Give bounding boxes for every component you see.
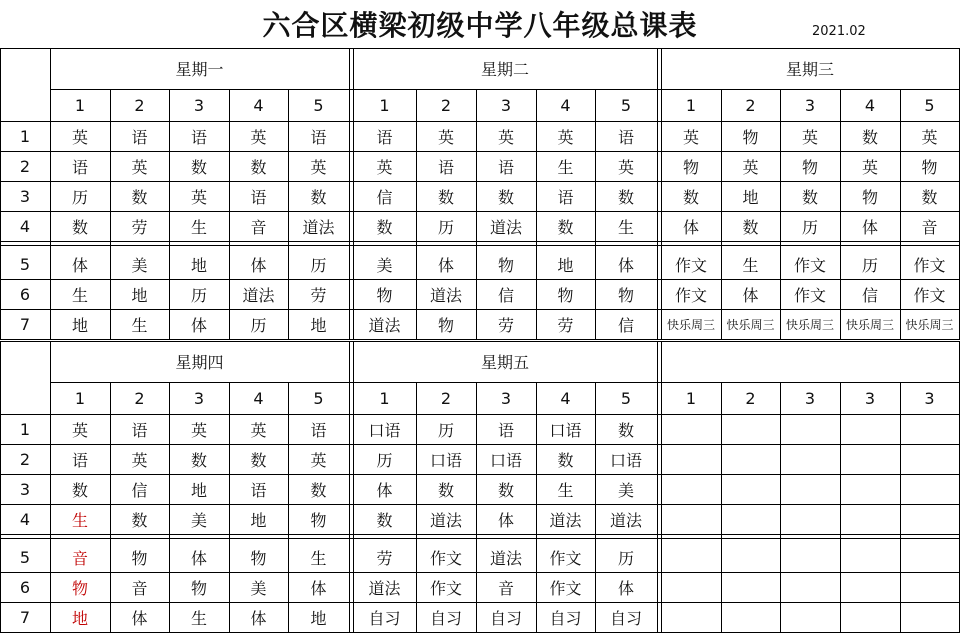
table-cell: 信 (497, 285, 514, 305)
table-cell: 信 (861, 285, 878, 305)
period-header: 3 (193, 388, 205, 408)
period-header: 4 (560, 95, 571, 115)
table-cell: 口语 (609, 450, 642, 470)
table-cell: 语 (376, 127, 393, 147)
table-cell: 体 (310, 578, 327, 598)
table-cell (780, 572, 840, 602)
day-header (661, 341, 959, 382)
period-header: 3 (500, 95, 512, 115)
table-cell: 英 (682, 127, 699, 147)
table-cell: 口语 (489, 450, 522, 470)
table-cell: 生 (71, 285, 88, 305)
table-cell: 数 (557, 217, 574, 237)
table-cell: 英 (557, 127, 574, 147)
table-cell: 物 (376, 285, 393, 305)
day-header: 星期三 (785, 60, 834, 79)
table-cell: 数 (437, 187, 454, 207)
table-cell: 作文 (793, 255, 826, 275)
period-header: 4 (253, 95, 264, 115)
table-cell: 数 (617, 420, 634, 440)
table-cell (661, 602, 721, 632)
table-cell: 历 (250, 315, 267, 335)
table-cell: 劳 (557, 315, 574, 335)
table-cell: 物 (682, 157, 699, 177)
table-cell: 道法 (429, 510, 462, 530)
table-cell: 体 (131, 608, 148, 628)
table-cell: 语 (310, 420, 327, 440)
period-header: 2 (134, 95, 145, 115)
row-label: 2 (19, 156, 31, 176)
table-cell: 道法 (368, 578, 401, 598)
table-cell: 数 (437, 480, 454, 500)
table-cell: 历 (437, 420, 454, 440)
table-cell: 地 (310, 608, 327, 628)
table-cell: 生 (71, 510, 88, 530)
table-cell (661, 542, 721, 572)
table-cell (900, 414, 959, 444)
table-cell: 体 (190, 315, 207, 335)
day-header: 星期一 (175, 60, 224, 79)
row-label: 2 (19, 449, 31, 469)
period-header: 4 (560, 388, 571, 408)
table-cell: 道法 (549, 510, 582, 530)
table-cell: 快乐周三 (785, 317, 834, 332)
table-cell: 物 (310, 510, 327, 530)
table-cell: 语 (71, 450, 88, 470)
table-cell: 口语 (368, 420, 401, 440)
table-cell: 英 (310, 157, 327, 177)
table-cell: 地 (190, 255, 207, 275)
table-cell (840, 572, 900, 602)
table-cell (840, 414, 900, 444)
table-cell: 英 (861, 157, 878, 177)
table-cell: 体 (682, 217, 699, 237)
table-cell: 快乐周三 (666, 317, 715, 332)
table-cell: 历 (861, 255, 878, 275)
table-cell (780, 542, 840, 572)
table-cell: 音 (250, 217, 267, 237)
table-cell: 道法 (609, 510, 642, 530)
table-cell: 美 (190, 510, 207, 530)
grid-line (0, 245, 960, 246)
table-cell (780, 504, 840, 534)
table-cell (721, 542, 780, 572)
table-cell: 体 (376, 480, 393, 500)
table-cell: 作文 (549, 548, 582, 568)
table-cell: 地 (71, 608, 88, 628)
table-cell (900, 602, 959, 632)
grid-line (0, 534, 960, 535)
table-cell: 体 (617, 578, 634, 598)
period-header: 5 (620, 95, 632, 115)
period-header: 5 (620, 388, 632, 408)
table-cell: 信 (131, 480, 148, 500)
table-cell (721, 572, 780, 602)
table-cell: 英 (617, 157, 634, 177)
table-cell: 历 (310, 255, 327, 275)
table-cell: 体 (250, 255, 267, 275)
table-cell: 口语 (549, 420, 582, 440)
table-cell: 地 (190, 480, 207, 500)
table-cell: 作文 (793, 285, 826, 305)
table-cell: 语 (617, 127, 634, 147)
table-cell: 数 (71, 480, 88, 500)
table-cell (721, 444, 780, 474)
table-cell: 生 (557, 480, 574, 500)
table-cell: 英 (250, 420, 267, 440)
table-cell: 自习 (368, 608, 401, 628)
period-header: 3 (864, 388, 876, 408)
table-cell: 体 (190, 548, 207, 568)
period-header: 3 (500, 388, 512, 408)
table-cell: 地 (131, 285, 148, 305)
table-cell: 音 (71, 548, 88, 568)
table-cell: 生 (557, 157, 574, 177)
grid-line (0, 538, 960, 539)
table-cell: 物 (437, 315, 454, 335)
period-header: 2 (440, 95, 452, 115)
table-cell: 数 (801, 187, 818, 207)
table-cell: 作文 (913, 285, 946, 305)
table-cell: 生 (310, 548, 327, 568)
table-cell: 作文 (674, 255, 707, 275)
table-cell: 英 (437, 127, 454, 147)
row-label: 6 (19, 284, 31, 304)
table-cell: 物 (742, 127, 759, 147)
table-cell: 历 (190, 285, 207, 305)
table-cell: 数 (497, 187, 514, 207)
page-title: 六合区横梁初级中学八年级总课表 (262, 9, 698, 42)
row-label: 7 (19, 314, 31, 334)
table-cell: 美 (250, 578, 267, 598)
table-cell: 英 (71, 127, 88, 147)
table-cell: 数 (310, 480, 327, 500)
row-label: 5 (19, 254, 31, 274)
row-label: 4 (19, 509, 31, 529)
table-cell: 语 (310, 127, 327, 147)
table-cell: 地 (742, 187, 759, 207)
table-cell (661, 414, 721, 444)
table-cell: 地 (250, 510, 267, 530)
table-cell: 数 (250, 450, 267, 470)
table-cell (840, 474, 900, 504)
table-cell: 美 (376, 255, 393, 275)
table-cell: 体 (71, 255, 88, 275)
table-cell: 生 (131, 315, 148, 335)
day-header: 星期二 (480, 60, 529, 79)
table-cell: 英 (71, 420, 88, 440)
table-cell: 物 (131, 548, 148, 568)
table-cell: 作文 (549, 578, 582, 598)
grid-line (0, 339, 960, 340)
table-cell: 英 (921, 127, 938, 147)
table-cell: 体 (437, 255, 454, 275)
period-header: 3 (804, 388, 816, 408)
table-cell (661, 444, 721, 474)
table-cell: 数 (376, 510, 393, 530)
table-cell (780, 602, 840, 632)
date-label: 2021.02 (812, 24, 866, 39)
table-cell: 作文 (913, 255, 946, 275)
table-cell: 体 (861, 217, 878, 237)
table-cell: 语 (131, 127, 148, 147)
table-cell: 物 (801, 157, 818, 177)
table-cell: 物 (71, 578, 88, 598)
period-header: 2 (440, 388, 452, 408)
table-cell: 数 (190, 450, 207, 470)
grid-line (657, 341, 658, 632)
period-header: 1 (379, 388, 390, 408)
table-cell: 数 (190, 157, 207, 177)
table-cell: 美 (131, 255, 148, 275)
period-header: 4 (864, 95, 876, 115)
table-cell: 口语 (429, 450, 462, 470)
table-cell: 体 (250, 608, 267, 628)
row-label: 5 (19, 547, 31, 567)
table-cell: 信 (376, 187, 393, 207)
table-cell: 物 (190, 578, 207, 598)
table-cell: 作文 (674, 285, 707, 305)
table-cell: 数 (376, 217, 393, 237)
table-cell: 自习 (609, 608, 642, 628)
table-cell: 英 (190, 187, 207, 207)
period-header: 2 (134, 388, 145, 408)
table-cell: 语 (437, 157, 454, 177)
table-cell: 生 (190, 608, 207, 628)
period-header: 5 (313, 95, 324, 115)
table-cell (780, 474, 840, 504)
table-cell: 英 (497, 127, 514, 147)
grid-line (0, 241, 960, 242)
table-cell: 体 (497, 510, 514, 530)
table-cell: 数 (617, 187, 634, 207)
period-header: 1 (379, 95, 390, 115)
table-cell (840, 444, 900, 474)
table-cell: 英 (131, 450, 148, 470)
table-cell: 生 (190, 217, 207, 237)
table-cell (780, 444, 840, 474)
period-header: 1 (74, 388, 86, 408)
table-cell: 数 (682, 187, 699, 207)
table-cell: 语 (250, 480, 267, 500)
table-cell: 美 (617, 480, 634, 500)
table-cell (900, 474, 959, 504)
table-cell: 道法 (302, 217, 335, 237)
table-cell: 数 (71, 217, 88, 237)
grid-line (657, 48, 658, 339)
table-cell: 劳 (310, 285, 327, 305)
table-cell: 道法 (429, 285, 462, 305)
table-cell (840, 542, 900, 572)
table-cell: 英 (250, 127, 267, 147)
table-cell: 自习 (429, 608, 462, 628)
table-cell: 语 (131, 420, 148, 440)
period-header: 5 (313, 388, 324, 408)
table-cell: 道法 (489, 217, 522, 237)
table-cell (900, 444, 959, 474)
table-cell: 语 (250, 187, 267, 207)
table-cell: 语 (190, 127, 207, 147)
table-cell: 数 (557, 450, 574, 470)
table-cell (780, 414, 840, 444)
period-header: 1 (685, 388, 697, 408)
table-cell: 物 (921, 157, 938, 177)
row-label: 6 (19, 577, 31, 597)
table-cell: 劳 (131, 217, 148, 237)
period-header: 1 (74, 95, 86, 115)
row-label: 4 (19, 216, 31, 236)
table-cell (840, 602, 900, 632)
table-cell (840, 504, 900, 534)
table-cell: 物 (250, 548, 267, 568)
table-cell: 道法 (489, 548, 522, 568)
table-cell: 语 (497, 420, 514, 440)
table-cell: 英 (190, 420, 207, 440)
table-cell: 快乐周三 (726, 317, 775, 332)
table-cell: 地 (71, 315, 88, 335)
period-header: 3 (804, 95, 816, 115)
table-cell: 数 (131, 187, 148, 207)
period-header: 3 (924, 388, 935, 408)
table-cell: 语 (557, 187, 574, 207)
table-cell: 地 (310, 315, 327, 335)
table-cell: 信 (617, 315, 634, 335)
table-cell: 生 (742, 255, 759, 275)
period-header: 3 (193, 95, 205, 115)
table-cell: 语 (497, 157, 514, 177)
row-label: 3 (19, 479, 31, 499)
table-cell (661, 504, 721, 534)
row-label: 1 (19, 419, 31, 439)
table-cell (900, 542, 959, 572)
table-cell: 道法 (242, 285, 275, 305)
table-cell: 数 (131, 510, 148, 530)
day-header: 星期五 (480, 353, 529, 372)
table-cell: 生 (617, 217, 634, 237)
table-cell (900, 504, 959, 534)
table-cell (661, 474, 721, 504)
table-cell: 劳 (497, 315, 514, 335)
day-header: 星期四 (175, 353, 224, 372)
table-cell (721, 504, 780, 534)
table-cell: 英 (801, 127, 818, 147)
table-cell: 物 (497, 255, 514, 275)
table-cell: 体 (617, 255, 634, 275)
table-cell: 物 (557, 285, 574, 305)
table-cell: 地 (557, 255, 574, 275)
table-cell: 数 (497, 480, 514, 500)
period-header: 2 (745, 388, 756, 408)
row-label: 3 (19, 186, 31, 206)
table-cell: 数 (861, 127, 878, 147)
table-cell: 快乐周三 (845, 317, 894, 332)
grid-line (0, 632, 960, 633)
grid-line (349, 48, 350, 339)
table-cell: 体 (742, 285, 759, 305)
row-label: 7 (19, 607, 31, 627)
table-cell: 自习 (549, 608, 582, 628)
table-cell: 历 (617, 548, 634, 568)
table-cell: 作文 (429, 548, 462, 568)
table-cell: 数 (742, 217, 759, 237)
grid-line (349, 341, 350, 632)
table-cell: 语 (71, 157, 88, 177)
table-cell: 历 (71, 187, 88, 207)
period-header: 2 (745, 95, 756, 115)
table-cell: 劳 (376, 548, 393, 568)
table-cell: 数 (921, 187, 938, 207)
table-cell: 英 (310, 450, 327, 470)
table-cell (721, 602, 780, 632)
table-cell: 自习 (489, 608, 522, 628)
table-cell: 音 (921, 217, 938, 237)
table-cell: 历 (801, 217, 818, 237)
table-cell: 历 (437, 217, 454, 237)
table-cell: 物 (617, 285, 634, 305)
table-cell: 物 (861, 187, 878, 207)
period-header: 1 (685, 95, 697, 115)
table-cell: 快乐周三 (905, 317, 954, 332)
table-cell: 历 (376, 450, 393, 470)
table-cell (721, 474, 780, 504)
table-cell (661, 572, 721, 602)
table-cell: 道法 (368, 315, 401, 335)
table-cell: 英 (742, 157, 759, 177)
table-cell: 音 (497, 578, 514, 598)
row-label: 1 (19, 126, 31, 146)
period-header: 5 (924, 95, 935, 115)
table-cell: 作文 (429, 578, 462, 598)
table-cell (721, 414, 780, 444)
table-cell: 英 (376, 157, 393, 177)
period-header: 4 (253, 388, 264, 408)
table-cell (900, 572, 959, 602)
table-cell: 音 (131, 578, 148, 598)
table-cell: 数 (310, 187, 327, 207)
table-cell: 数 (250, 157, 267, 177)
table-cell: 英 (131, 157, 148, 177)
